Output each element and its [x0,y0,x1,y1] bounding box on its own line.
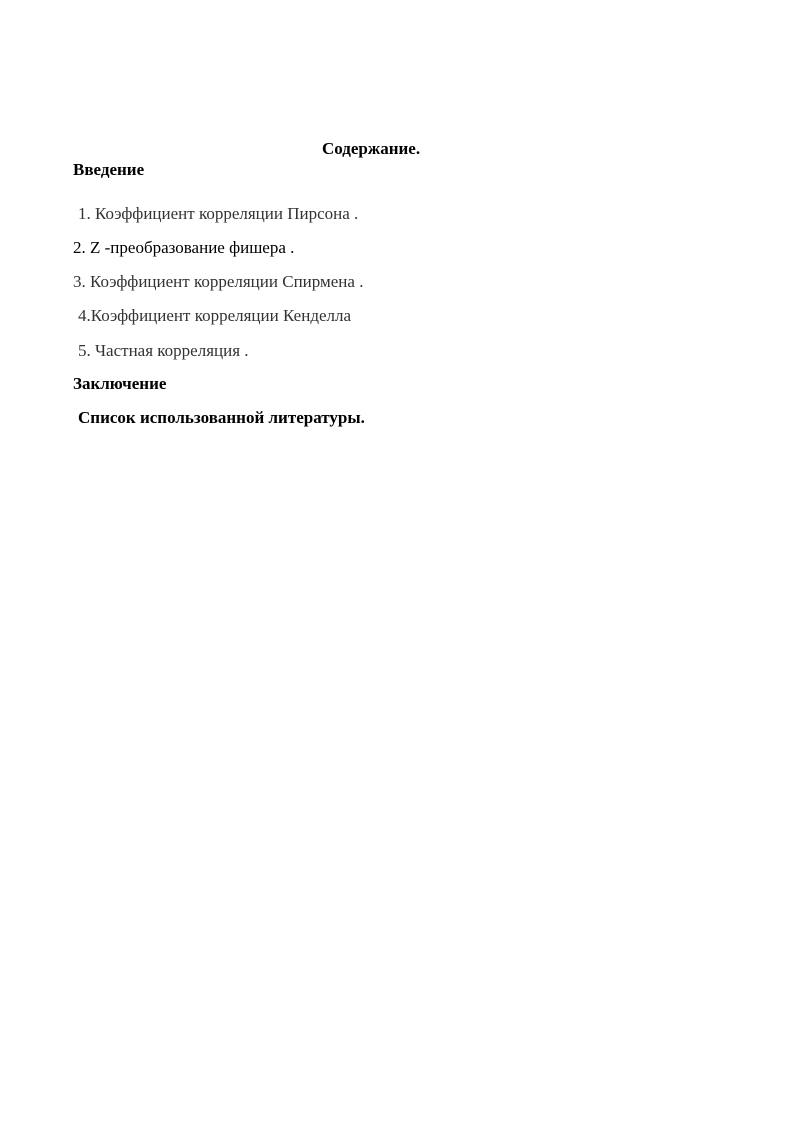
toc-literature: Список использованной литературы. [78,408,365,427]
toc-item-partial: 5. Частная корреляция . [78,341,249,360]
toc-introduction: Введение [73,160,145,179]
toc-item-fisher: 2. Z -преобразование фишера . [73,238,295,257]
toc-item-pearson: 1. Коэффициент корреляции Пирсона . [78,204,359,223]
contents-title: Содержание. [322,139,421,158]
toc-item-spearman: 3. Коэффициент корреляции Спирмена . [73,272,364,291]
toc-item-kendall: 4.Коэффициент корреляции Кенделла [78,306,352,325]
toc-conclusion: Заключение [73,374,167,393]
